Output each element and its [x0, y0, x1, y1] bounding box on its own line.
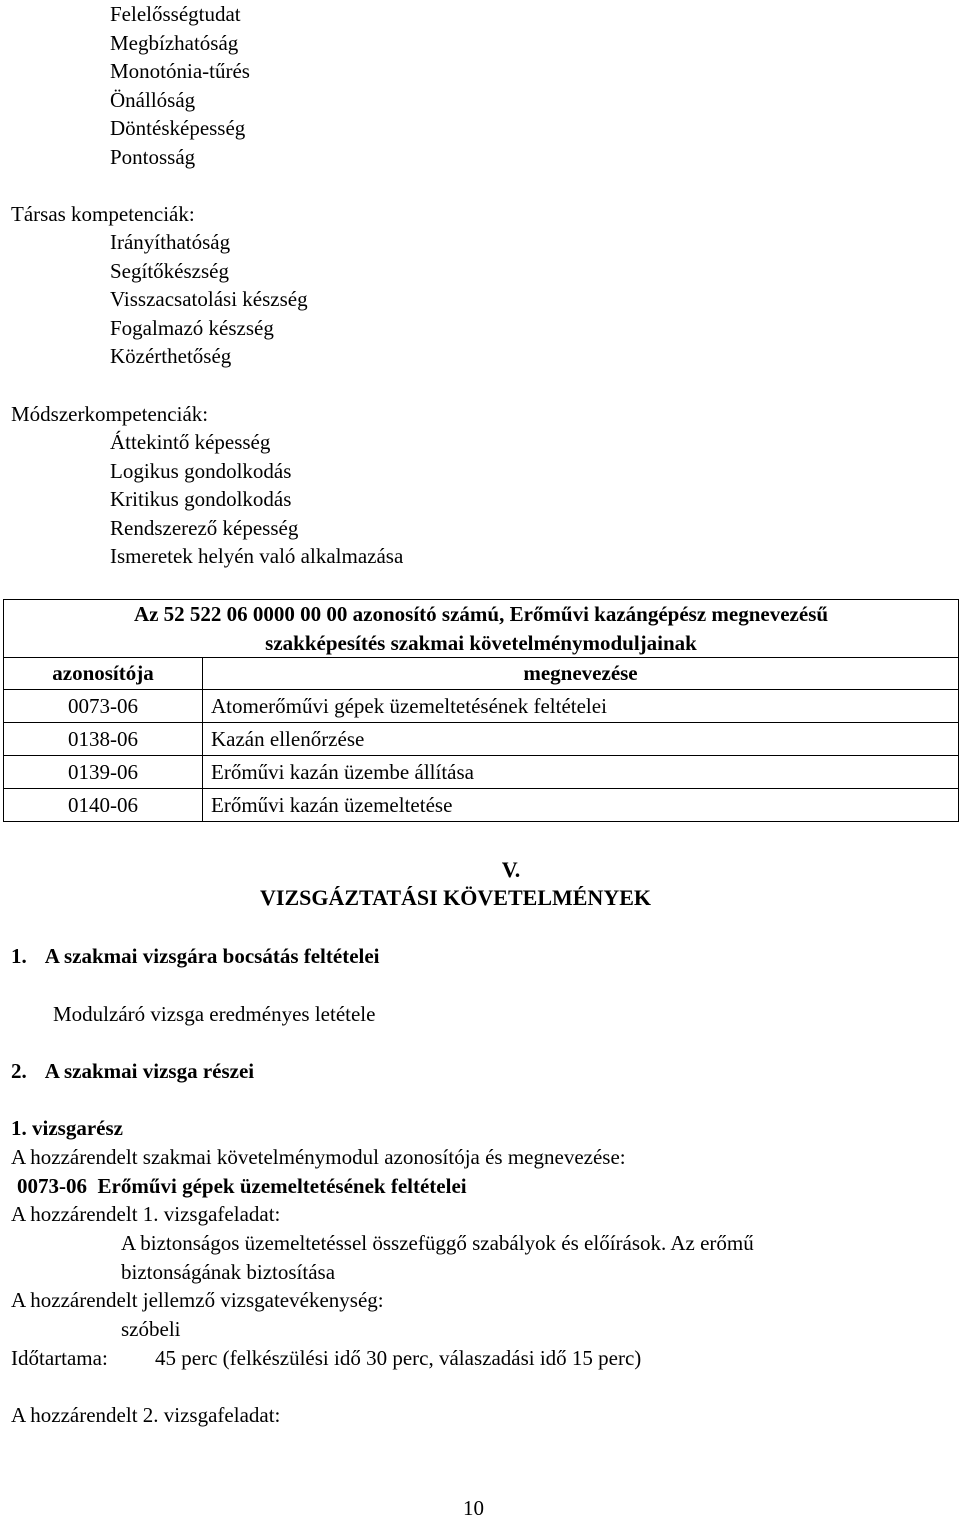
- list-item: Áttekintő képesség: [110, 430, 271, 454]
- section-title: VIZSGÁZTATÁSI KÖVETELMÉNYEK: [260, 885, 651, 910]
- module-id: 0138-06: [4, 723, 203, 756]
- list-item: Döntésképesség: [110, 116, 246, 141]
- module-id: 0073-06: [4, 690, 203, 723]
- module-line: 0073-06 Erőművi gépek üzemeltetésének feltételei: [17, 1174, 467, 1198]
- item1-body: Modulzáró vizsga eredményes letétele: [53, 1002, 376, 1026]
- table-title: [4, 600, 959, 658]
- module-table: [3, 599, 959, 822]
- item1-title: A szakmai vizsgára bocsátás feltételei: [44, 944, 380, 968]
- task1-text: [121, 1229, 754, 1286]
- duration-row: [11, 1344, 811, 1373]
- list-item: Visszacsatolási készség: [110, 287, 308, 312]
- list-item: Felelősségtudat: [110, 2, 241, 26]
- list-item: Pontosság: [110, 144, 196, 169]
- list-item: Kritikus gondolkodás: [110, 487, 292, 512]
- task1-label: A hozzárendelt 1. vizsgafeladat:: [11, 1202, 281, 1226]
- social-competencies-list: [110, 228, 308, 371]
- item2-title: A szakmai vizsga részei: [44, 1059, 255, 1083]
- list-item: Irányíthatóság: [110, 230, 231, 254]
- module-name: Erőművi kazán üzembe állítása: [203, 756, 959, 789]
- table-title-line1: Az 52 522 06 0000 00 00 azonosító számú, Erőművi kazángépész megnevezésű: [133, 602, 829, 626]
- list-item: Segítőkészség: [110, 258, 229, 283]
- list-item: Logikus gondolkodás: [110, 458, 292, 483]
- module-name: Atomerőművi gépek üzemeltetésének feltételei: [203, 690, 959, 723]
- module-id: 0139-06: [4, 756, 203, 789]
- task1-line2: biztonságának biztosítása: [121, 1259, 336, 1284]
- duration-value: 45 perc (felkészülési idő 30 perc, válaszadási idő 15 perc): [155, 1346, 642, 1370]
- item2-heading: [11, 1057, 254, 1086]
- activity-label: A hozzárendelt jellemző vizsgatevékenység:: [11, 1288, 384, 1312]
- personal-competencies-list: [110, 0, 250, 172]
- table-row: [4, 789, 959, 822]
- list-item: Megbízhatóság: [110, 30, 239, 55]
- task2-label: A hozzárendelt 2. vizsgafeladat:: [11, 1403, 281, 1427]
- list-item: Rendszerező képesség: [110, 515, 299, 540]
- list-item: Ismeretek helyén való alkalmazása: [110, 544, 404, 569]
- list-item: Közérthetőség: [110, 344, 232, 369]
- table-row: [4, 723, 959, 756]
- item1-number: 1.: [11, 944, 27, 968]
- item2-number: 2.: [11, 1059, 27, 1083]
- column-header-name: megnevezése: [203, 658, 959, 690]
- table-header-row: [4, 658, 959, 690]
- module-name: Kazán ellenőrzése: [203, 723, 959, 756]
- module-id: 0140-06: [4, 789, 203, 822]
- column-header-id: azonosítója: [4, 658, 203, 690]
- duration-label: Időtartama:: [11, 1346, 108, 1370]
- table-title-line2: szakképesítés szakmai követelménymoduljainak: [265, 630, 697, 655]
- table-row: [4, 756, 959, 789]
- section-heading: [260, 856, 710, 912]
- method-competencies-list: [110, 428, 403, 571]
- task1-line1: A biztonságos üzemeltetéssel összefüggő szabályok és előírások. Az erőmű: [121, 1231, 754, 1255]
- list-item: Fogalmazó készség: [110, 315, 274, 340]
- exam-part-title: 1. vizsgarész: [11, 1116, 123, 1140]
- method-competencies-title: Módszerkompetenciák:: [11, 402, 209, 426]
- page-number: 10: [463, 1496, 484, 1520]
- activity-value: szóbeli: [121, 1317, 181, 1341]
- module-name: Erőművi kazán üzemeltetése: [203, 789, 959, 822]
- table-row: [4, 690, 959, 723]
- item1-heading: [11, 942, 380, 971]
- list-item: Önállóság: [110, 87, 196, 112]
- social-competencies-title: Társas kompetenciák:: [11, 202, 195, 226]
- table-title-row: [4, 600, 959, 658]
- module-assign-label: A hozzárendelt szakmai követelménymodul azonosítója és megnevezése:: [11, 1145, 626, 1169]
- list-item: Monotónia-tűrés: [110, 59, 250, 84]
- section-number: V.: [501, 857, 521, 882]
